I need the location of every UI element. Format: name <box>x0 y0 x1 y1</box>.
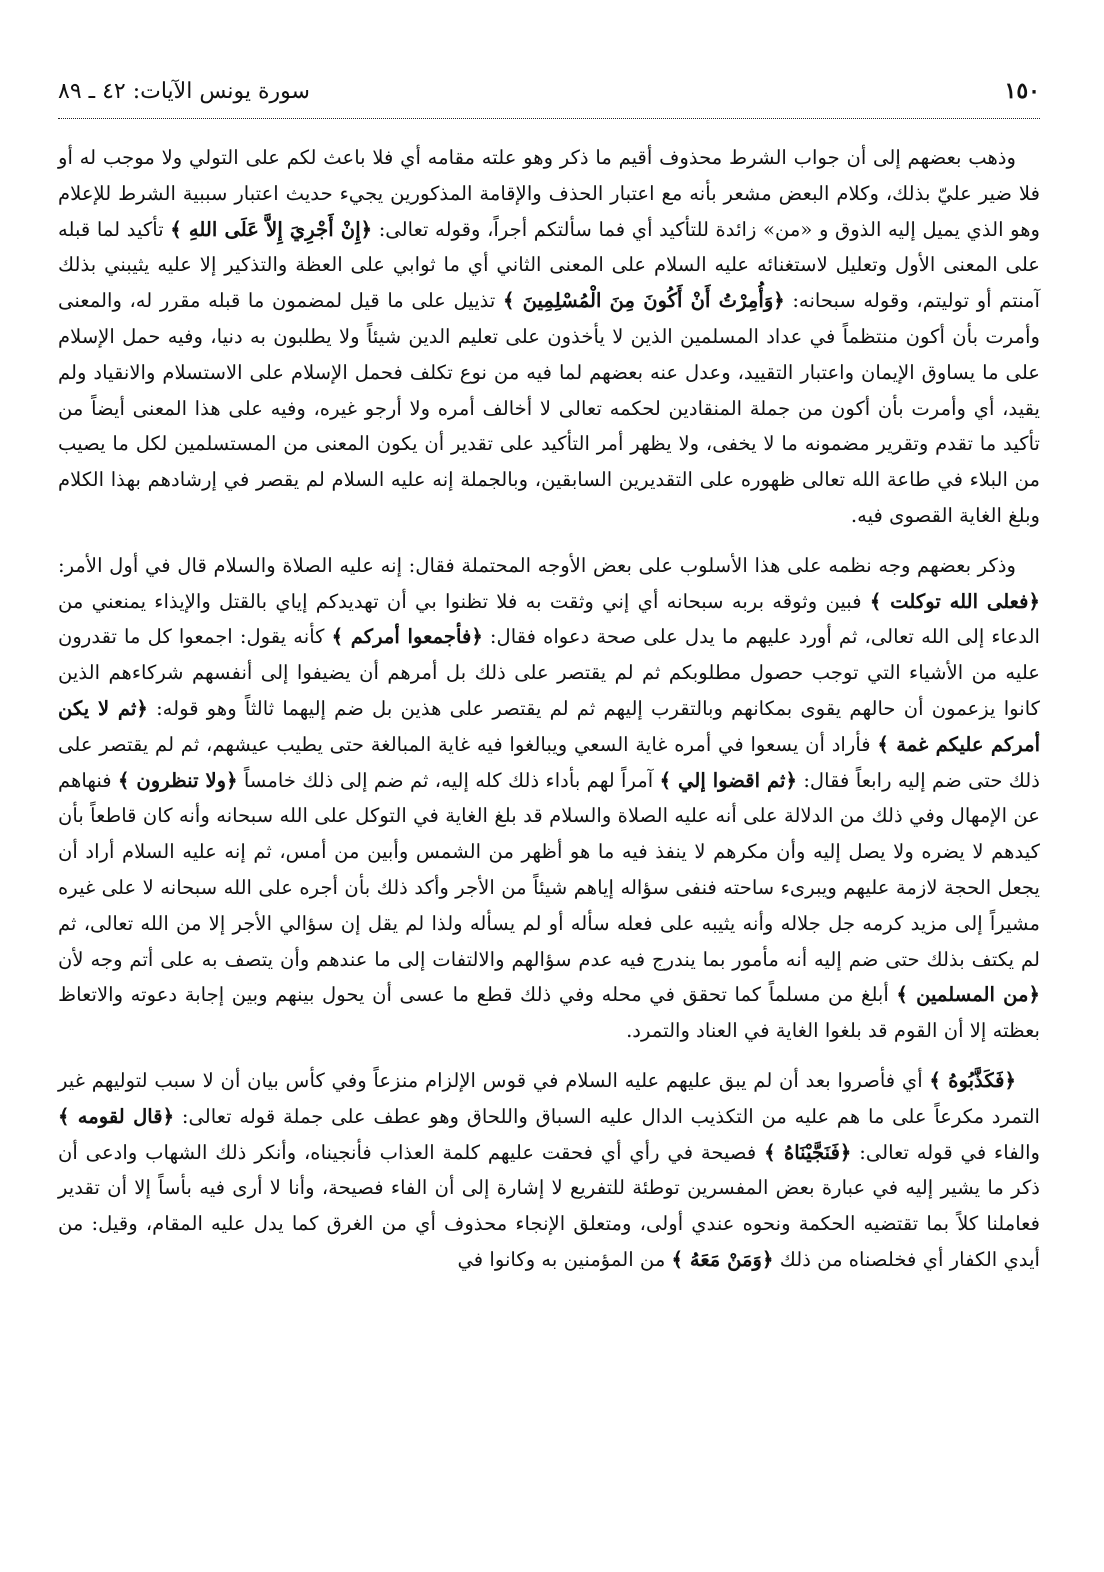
paragraph-text: كأنه يقول: اجمعوا كل ما تقدرون عليه من الأشياء التي توجب حصول مطلوبكم ثم لم يقتصر على ذلك بل أمرهم أن يضيفوا إلى أنفسهم شركاءهم الذين كانوا يزعمون أن حالهم يقوى بمكانهم وبالتقرب إليهم ثم لم يقتصر على هذين بل ضم إليهما ثالثاً وهو قوله: <box>58 625 1041 720</box>
paragraph-text: أبلغ من مسلماً كما تحقق في محله وفي ذلك قطع ما عسى أن يحول بينهم وبين إجابة دعوته والاتعاظ بعظته إلا أن القوم قد بلغوا الغاية في العناد والتمرد. <box>58 983 1040 1043</box>
paragraph-text: تذييل على ما قيل لمضمون ما قبله مقرر له، والمعنى وأمرت بأن أكون منتظماً في عداد المسلمين الذين لا يأخذون على تعليم الدين شيئاً ولا يطلبون به دنيا، وفيه حمل الإسلام على ما يساوق الإيمان واعتبار التقييد، وعدل عنه بعضهم لما فيه من نوع تكلف فحمل الإسلام على الاستسلام والانقياد ولم يقيد، أي وأمرت بأن أكون من جملة المنقادين لحكمه تعالى لا أخالف أمره ولا أرجو غيره، وفيه على هذا المعنى أيضاً من تأكيد ما تقدم وتقرير مضمونه ما لا يخفى، ولا يظهر أمر التأكيد على تقدير أن يكون المعنى من المستسلمين لكل ما يصيب من البلاء في طاعة الله تعالى ظهوره على التقديرين السابقين، وبالجملة إنه عليه السلام لم يقصر في إرشادهم بهذا الكلام وبلغ الغاية القصوى فيه. <box>58 289 1041 527</box>
paragraph-2 <box>58 548 1040 1049</box>
paragraph-1 <box>58 140 1040 534</box>
quran-quote: ﴿ولا تنظرون ﴾ <box>118 768 238 792</box>
quran-quote: ﴿من المسلمين ﴾ <box>896 983 1040 1007</box>
running-title: سورة يونس الآيات: ٤٢ ـ ٨٩ <box>58 79 310 104</box>
paragraph-text: أي فأصروا بعد أن لم يبق عليهم عليه السلام في قوس الإلزام منزعاً وفي كأس بيان أن لا سبب لتوليهم غير التمرد مكرعاً على ما هم عليه من التكذيب الدال عليه السباق واللحاق وهو عطف على جملة قوله تعالى: <box>58 1068 1040 1128</box>
quran-quote: ﴿وَمَنْ مَعَهُ ﴾ <box>671 1247 774 1271</box>
page-number: ١٥٠ <box>1004 78 1040 104</box>
quran-quote: ﴿ثم لا يكن أمركم عليكم غمة ﴾ <box>58 696 1041 756</box>
paragraph-text: فبين وثوقه بربه سبحانه أي إني وثقت به فلا تظنوا بي أن تهديدكم إياي بالقتل والإيذاء يمنعني من الدعاء إلى الله تعالى، ثم أورد عليهم ما يدل على صحة دعواه فقال: <box>58 589 1040 649</box>
paragraph-text: فصيحة في رأي أي فحقت عليهم كلمة العذاب فأنجيناه، وأنكر ذلك الشهاب وادعى أن ذكر ما يشير إليه في عبارة بعض المفسرين توطئة للتفريع لا إشارة إلى أن الفاء فصيحة، وأنا لا أرى فيه بأساً إلا أن تقدير فعاملنا كلاً بما تقتضيه الحكمة ونحوه عندي أولى، ومتعلق الإنجاء محذوف أي من الغرق كما يدل عليه المقام، وقيل: من أيدي الكفار أي فخلصناه من ذلك <box>58 1140 1040 1271</box>
quran-quote: ﴿ثم اقضوا إلي ﴾ <box>659 768 797 792</box>
paragraph-text: والفاء في قوله تعالى: <box>851 1140 1040 1164</box>
quran-quote: ﴿فَنَجَّيْنَاهُ ﴾ <box>764 1140 852 1164</box>
quran-quote: ﴿فعلى الله توكلت ﴾ <box>869 589 1040 613</box>
quran-quote: ﴿قال لقومه ﴾ <box>58 1104 175 1128</box>
page-body <box>58 140 1040 1278</box>
quran-quote: ﴿وَأُمِرْتُ أَنْ أَكُونَ مِنَ الْمُسْلِمِينَ ﴾ <box>502 289 785 313</box>
paragraph-text: وذهب بعضهم إلى أن جواب الشرط محذوف أقيم ما ذكر وهو علته مقامه أي فلا باعث لكم على التولي ولا موجب له أو فلا ضير عليّ بذلك، وكلام البعض مشعر بأنه مع اعتبار الحذف والإقامة المذكورين يجيء حديث اعتبار سببية الشرط للإعلام وهو الذي يميل إليه الذوق و «من» زائدة للتأكيد أي فما سألتكم أجراً، وقوله تعالى: <box>58 146 1041 241</box>
paragraph-text: تأكيد لما قبله على المعنى الأول وتعليل لاستغنائه عليه السلام على المعنى الثاني أي ما ثوابي على العظة والتذكير إلا عليه يثيبني بذلك آمنتم أو توليتم، وقوله سبحانه: <box>58 217 1040 313</box>
paragraph-text: وذكر بعضهم وجه نظمه على هذا الأسلوب على بعض الأوجه المحتملة فقال: إنه عليه الصلاة والسلام قال في أول الأمر: <box>58 553 1016 577</box>
paragraph-text: فأراد أن يسعوا في أمره غاية السعي ويبالغوا فيه غاية المبالغة حتى يطيب عيشهم، ثم لم يقتصر على ذلك حتى ضم إليه رابعاً فقال: <box>58 732 1040 792</box>
paragraph-text: من المؤمنين به وكانوا في <box>457 1247 672 1271</box>
running-header <box>58 78 1040 119</box>
paragraph-3 <box>58 1063 1040 1278</box>
quran-quote: ﴿إِنْ أَجْرِيَ إِلاَّ عَلَى اللهِ ﴾ <box>170 217 373 241</box>
paragraph-text: فنهاهم عن الإمهال وفي ذلك من الدلالة على أنه عليه الصلاة والسلام قد بلغ الغاية في التوكل على الله سبحانه وأنه كان قاطعاً بأن كيدهم لا يضره ولا يصل إليه وأن مكرهم لا ينفذ فيه ما هو أظهر من الشمس وأبين من أمس، ثم إنه عليه السلام أراد أن يجعل الحجة لازمة عليهم ويبرىء ساحته فنفى سؤاله إياهم شيئاً من الأجر وأكد ذلك بأن أجره على الله سبحانه لا على غيره مشيراً إلى مزيد كرمه جل جلاله وأنه يثيبه على فعله سأله أو لم يسأله ولذا لم يقل إن سؤالي الأجر إلا من الله تعالى، ثم لم يكتف بذلك حتى ضم إليه أنه مأمور بما يندرج فيه عدم سؤالهم والالتفات إلى ما عندهم وأن يتصف به على أتم وجه لأن <box>58 768 1040 971</box>
quran-quote: ﴿فَكَذَّبُوهُ ﴾ <box>929 1068 1016 1092</box>
paragraph-text: آمراً لهم بأداء ذلك كله إليه، ثم ضم إلى ذلك خامساً <box>237 768 660 792</box>
quran-quote: ﴿فأجمعوا أمركم ﴾ <box>331 625 483 649</box>
